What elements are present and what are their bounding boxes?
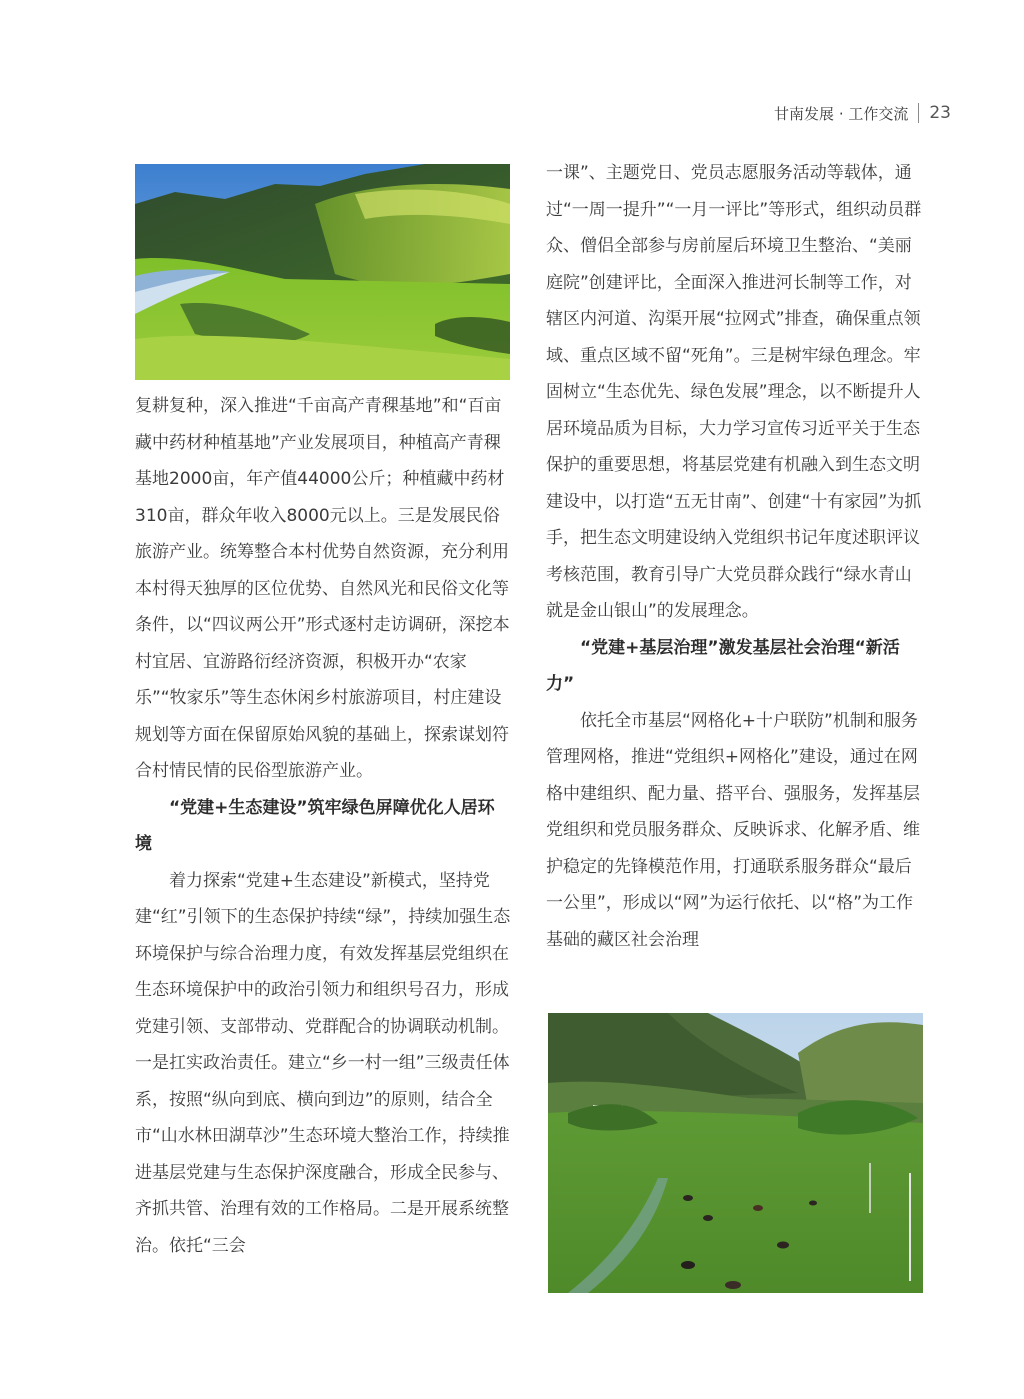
paragraph: 复耕复种，深入推进“千亩高产青稞基地”和“百亩藏中药材种植基地”产业发展项目，种植高产青稞基地2000亩，年产值44000公斤；种植藏中药材310亩，群众年收入8000元以上。三是发展民俗旅游产业。统筹整合本村优势自然资源，充分利用本村得天独厚的区位优势、自然风光和民俗文化等条件，以“四议两公开”形式逐村走访调研，深挖本村宜居、宜游路衍经济资源，积极开办“农家乐”“牧家乐”等生态休闲乡村旅游项目，村庄建设规划等方面在保留原始风貌的基础上，探索谋划符合村情民情的民俗型旅游产业。 [135,396,510,781]
section-heading: “党建+基层治理”激发基层社会治理“新活力” [546,637,900,694]
section-heading: “党建+生态建设”筑牢绿色屏障优化人居环境 [135,797,495,854]
header-divider [918,103,919,123]
left-column [135,388,511,1264]
section-title: 甘南发展 · 工作交流 [774,104,909,123]
paragraph: 依托全市基层“网格化+十户联防”机制和服务管理网格，推进“党组织+网格化”建设，通过在网格中建组织、配力量、搭平台、强服务，发挥基层党组织和党员服务群众、反映诉求、化解矛盾、维护稳定的先锋模范作用，打通联系服务群众“最后一公里”，形成以“网”为运行依托、以“格”为工作基础的藏区社会治理 [546,710,920,950]
page-header [774,98,951,128]
right-column [546,155,924,958]
paragraph: 一课”、主题党日、党员志愿服务活动等载体，通过“一周一提升”“一月一评比”等形式，组织动员群众、僧侣全部参与房前屋后环境卫生整治、“美丽庭院”创建评比，全面深入推进河长制等工作，对辖区内河道、沟渠开展“拉网式”排查，确保重点领域、重点区域不留“死角”。三是树牢绿色理念。牢固树立“生态优先、绿色发展”理念，以不断提升人居环境品质为目标，大力学习宣传习近平关于生态保护的重要思想，将基层党建有机融入到生态文明建设中，以打造“五无甘南”、创建“十有家园”为抓手，把生态文明建设纳入党组织书记年度述职评议考核范围，教育引导广大党员群众践行“绿水青山就是金山银山”的发展理念。 [546,163,922,621]
page-number: 23 [929,103,951,123]
grassland-grazing-yaks-photo [548,1013,923,1293]
paragraph: 着力探索“党建+生态建设”新模式，坚持党建“红”引领下的生态保护持续“绿”，持续加强生态环境保护与综合治理力度，有效发挥基层党组织在生态环境保护中的政治引领力和组织号召力，形成党建引领、支部带动、党群配合的协调联动机制。一是扛实政治责任。建立“乡一村一组”三级责任体系，按照“纵向到底、横向到边”的原则，结合全市“山水林田湖草沙”生态环境大整治工作，持续推进基层党建与生态保护深度融合，形成全民参与、齐抓共管、治理有效的工作格局。二是开展系统整治。依托“三会 [135,870,511,1256]
mountain-valley-river-photo [135,164,510,380]
